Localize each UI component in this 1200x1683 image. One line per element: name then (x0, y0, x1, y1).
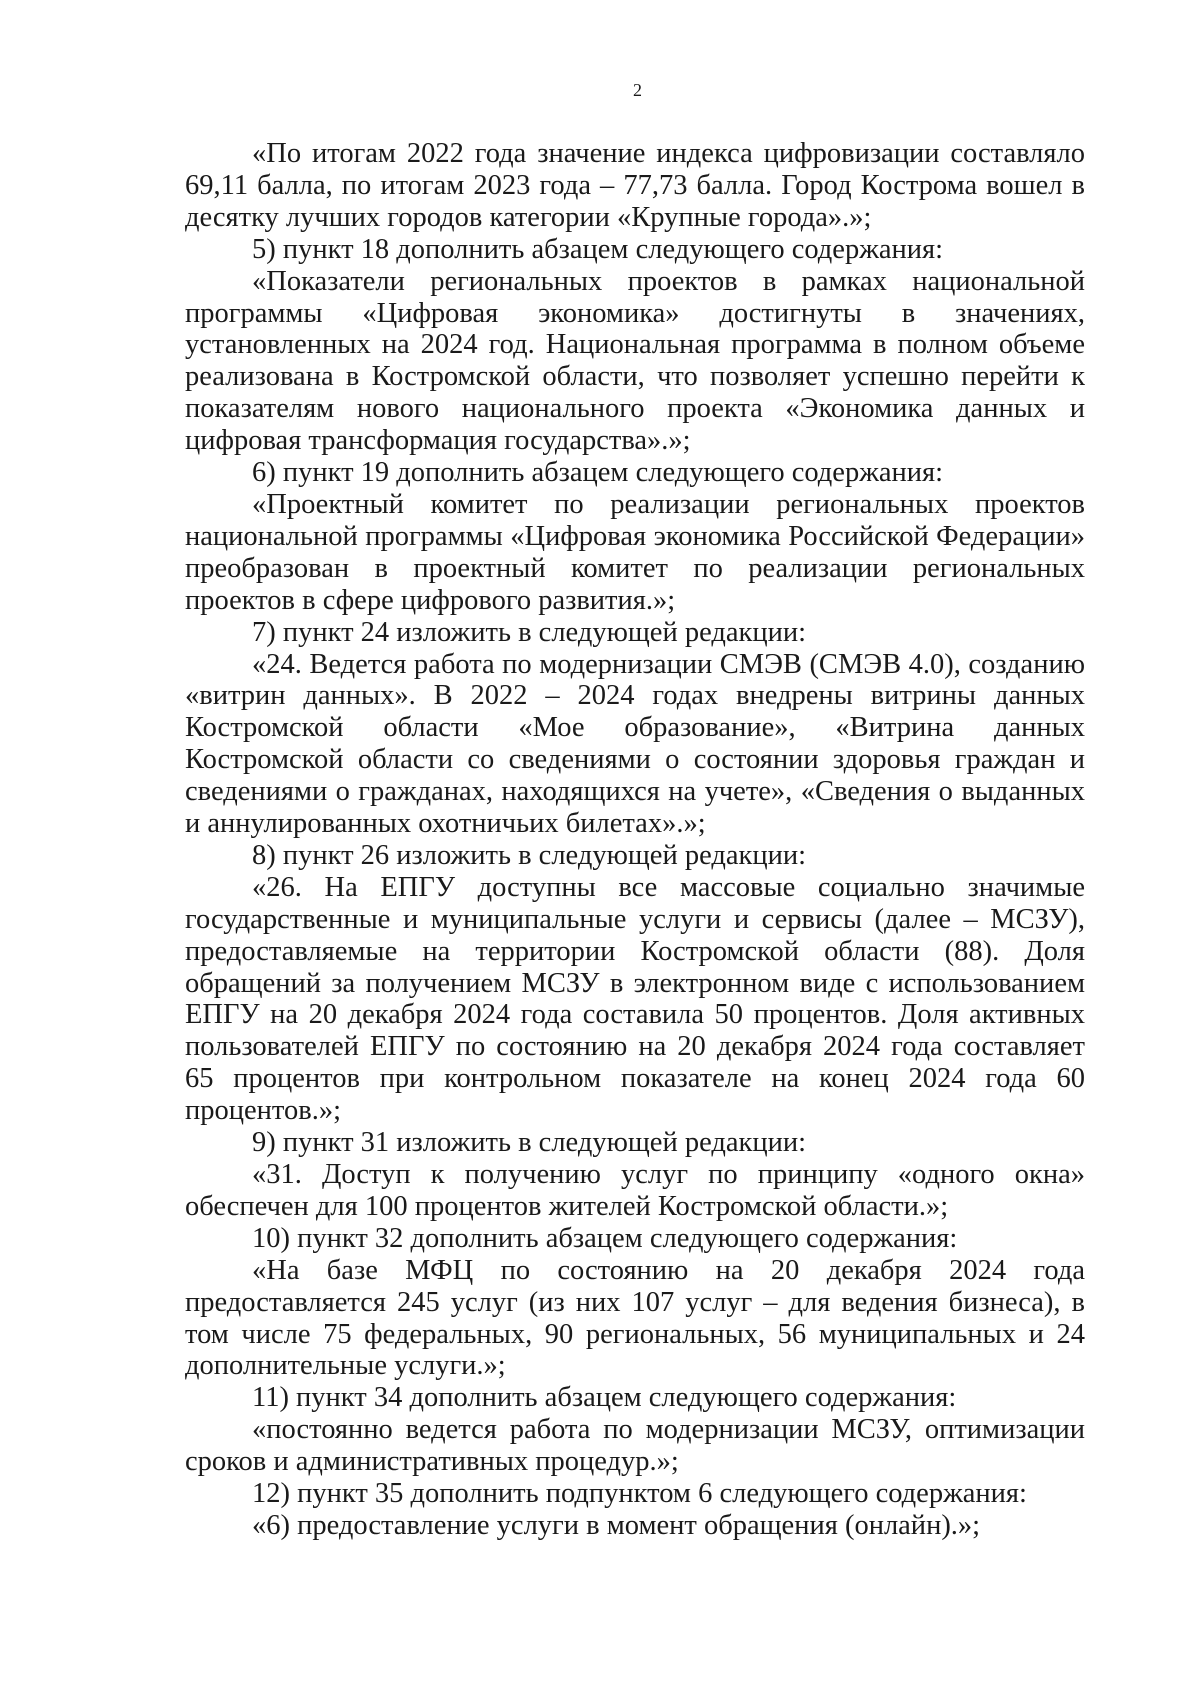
paragraph-epgu: «26. На ЕПГУ доступны все массовые социально значимые государственные и муниципальные услуги и сервисы (далее – МСЗУ), предоставляемые на территории Костромской области (88). Доля обращений за получением МСЗУ в электронном виде с использованием ЕПГУ на 20 декабря 2024 года составила 50 процентов. Доля активных пользователей ЕПГУ по состоянию на 20 декабря 2024 года составляет 65 процентов при контрольном показателе на конец 2024 года 60 процентов.»; (185, 871, 1085, 1127)
paragraph-item-6: 6) пункт 19 дополнить абзацем следующего содержания: (252, 457, 944, 489)
paragraph-online-service: «6) предоставление услуги в момент обращения (онлайн).»; (252, 1509, 981, 1541)
paragraph-item-8: 8) пункт 26 изложить в следующей редакции: (252, 839, 807, 871)
paragraph-item-9: 9) пункт 31 изложить в следующей редакции: (252, 1127, 807, 1159)
paragraph-item-7: 7) пункт 24 изложить в следующей редакции: (252, 616, 807, 648)
paragraph-index-results: «По итогам 2022 года значение индекса цифровизации составляло 69,11 балла, по итогам 2023 года – 77,73 балла. Город Кострома вошел в десятку лучших городов категории «Крупные города».»; (185, 138, 1085, 233)
paragraph-mfc: «На базе МФЦ по состоянию на 20 декабря 2024 года предоставляется 245 услуг (из них 107 услуг – для ведения бизнеса), в том числе 75 федеральных, 90 региональных, 56 муниципальных и 24 дополнительные услуги.»; (185, 1254, 1085, 1382)
paragraph-smev: «24. Ведется работа по модернизации СМЭВ (СМЭВ 4.0), созданию «витрин данных». В 2022 – 2024 годах внедрены витрины данных Костромской области «Мое образование», «Витрина данных Костромской области со сведениями о состоянии здоровья граждан и сведениями о гражданах, находящихся на учете», «Сведения о выданных и аннулированных охотничьих билетах».»; (185, 648, 1085, 840)
page-number: 2 (633, 80, 642, 100)
paragraph-regional-projects: «Показатели региональных проектов в рамках национальной программы «Цифровая экономика» достигнуты в значениях, установленных на 2024 год. Национальная программа в полном объеме реализована в Костромской области, что позволяет успешно перейти к показателям нового национального проекта «Экономика данных и цифровая трансформация государства».»; (185, 265, 1085, 457)
document-body (185, 138, 1085, 1542)
paragraph-item-5: 5) пункт 18 дополнить абзацем следующего содержания: (252, 233, 944, 265)
paragraph-item-11: 11) пункт 34 дополнить абзацем следующего содержания: (252, 1382, 957, 1414)
paragraph-project-committee: «Проектный комитет по реализации региональных проектов национальной программы «Цифровая экономика Российской Федерации» преобразован в проектный комитет по реализации региональных проектов в сфере цифрового развития.»; (185, 488, 1085, 616)
paragraph-one-window: «31. Доступ к получению услуг по принципу «одного окна» обеспечен для 100 процентов жителей Костромской области.»; (185, 1159, 1085, 1222)
paragraph-item-12: 12) пункт 35 дополнить подпунктом 6 следующего содержания: (252, 1478, 1027, 1510)
paragraph-mszu-modernization: «постоянно ведется работа по модернизации МСЗУ, оптимизации сроков и административных процедур.»; (185, 1414, 1085, 1478)
paragraph-item-10: 10) пункт 32 дополнить абзацем следующего содержания: (252, 1222, 958, 1254)
